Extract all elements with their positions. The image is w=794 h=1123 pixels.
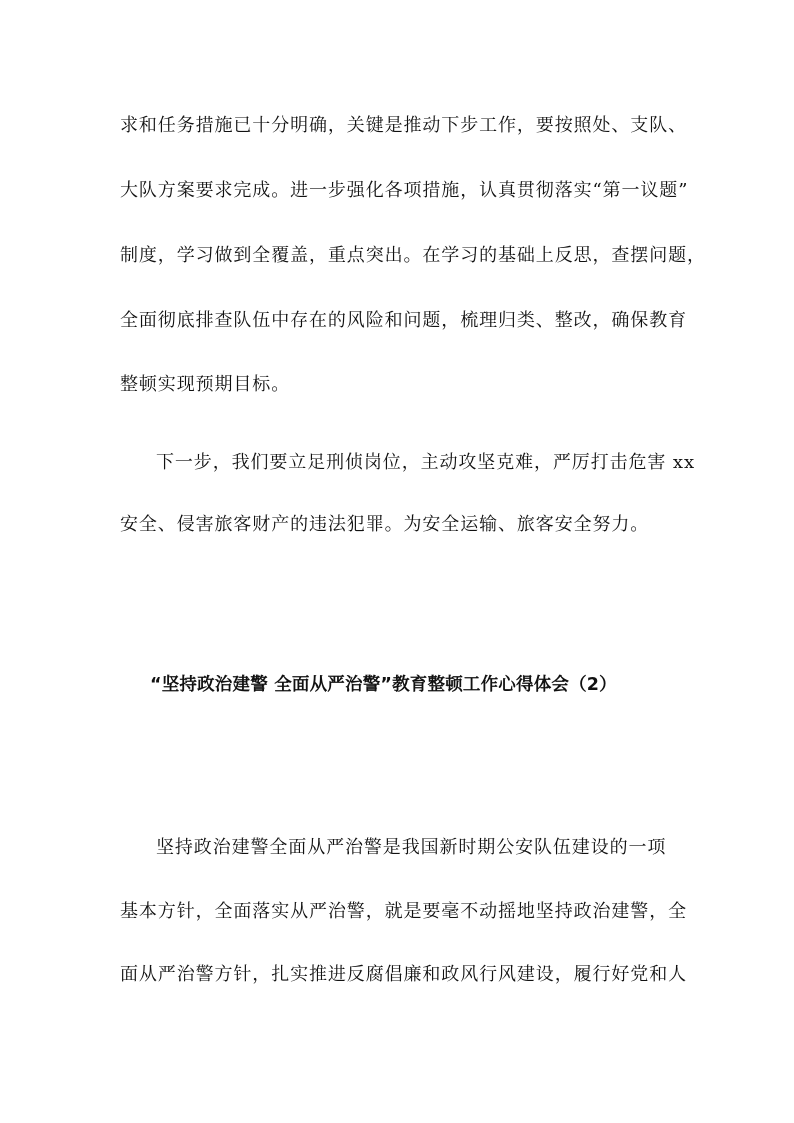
section-title: “坚持政治建警 全面从严治警”教育整顿工作心得体会（2） [150, 675, 617, 695]
paragraph3-line-2: 基本方针，全面落实从严治警，就是要毫不动摇地坚持政治建警，全 [120, 901, 687, 922]
paragraph1-line-3: 制度，学习做到全覆盖，重点突出。在学习的基础上反思，查摆问题， [120, 245, 706, 266]
paragraph1-line-5: 整顿实现预期目标。 [120, 374, 291, 395]
paragraph2-line-2: 安全、侵害旅客财产的违法犯罪。为安全运输、旅客安全努力。 [120, 514, 650, 535]
paragraph1-line-1: 求和任务措施已十分明确，关键是推动下步工作，要按照处、支队、 [120, 115, 687, 136]
paragraph3-line-1: 坚持政治建警全面从严治警是我国新时期公安队伍建设的一项 [156, 837, 667, 858]
paragraph1-line-2: 大队方案要求完成。进一步强化各项措施，认真贯彻落实“第一议题” [120, 180, 689, 201]
paragraph3-line-3: 面从严治警方针，扎实推进反腐倡廉和政风行风建设，履行好党和人 [120, 964, 687, 985]
paragraph2-line-1: 下一步，我们要立足刑侦岗位，主动攻坚克难，严厉打击危害 xx [156, 452, 696, 473]
paragraph1-line-4: 全面彻底排查队伍中存在的风险和问题，梳理归类、整改，确保教育 [120, 310, 687, 331]
